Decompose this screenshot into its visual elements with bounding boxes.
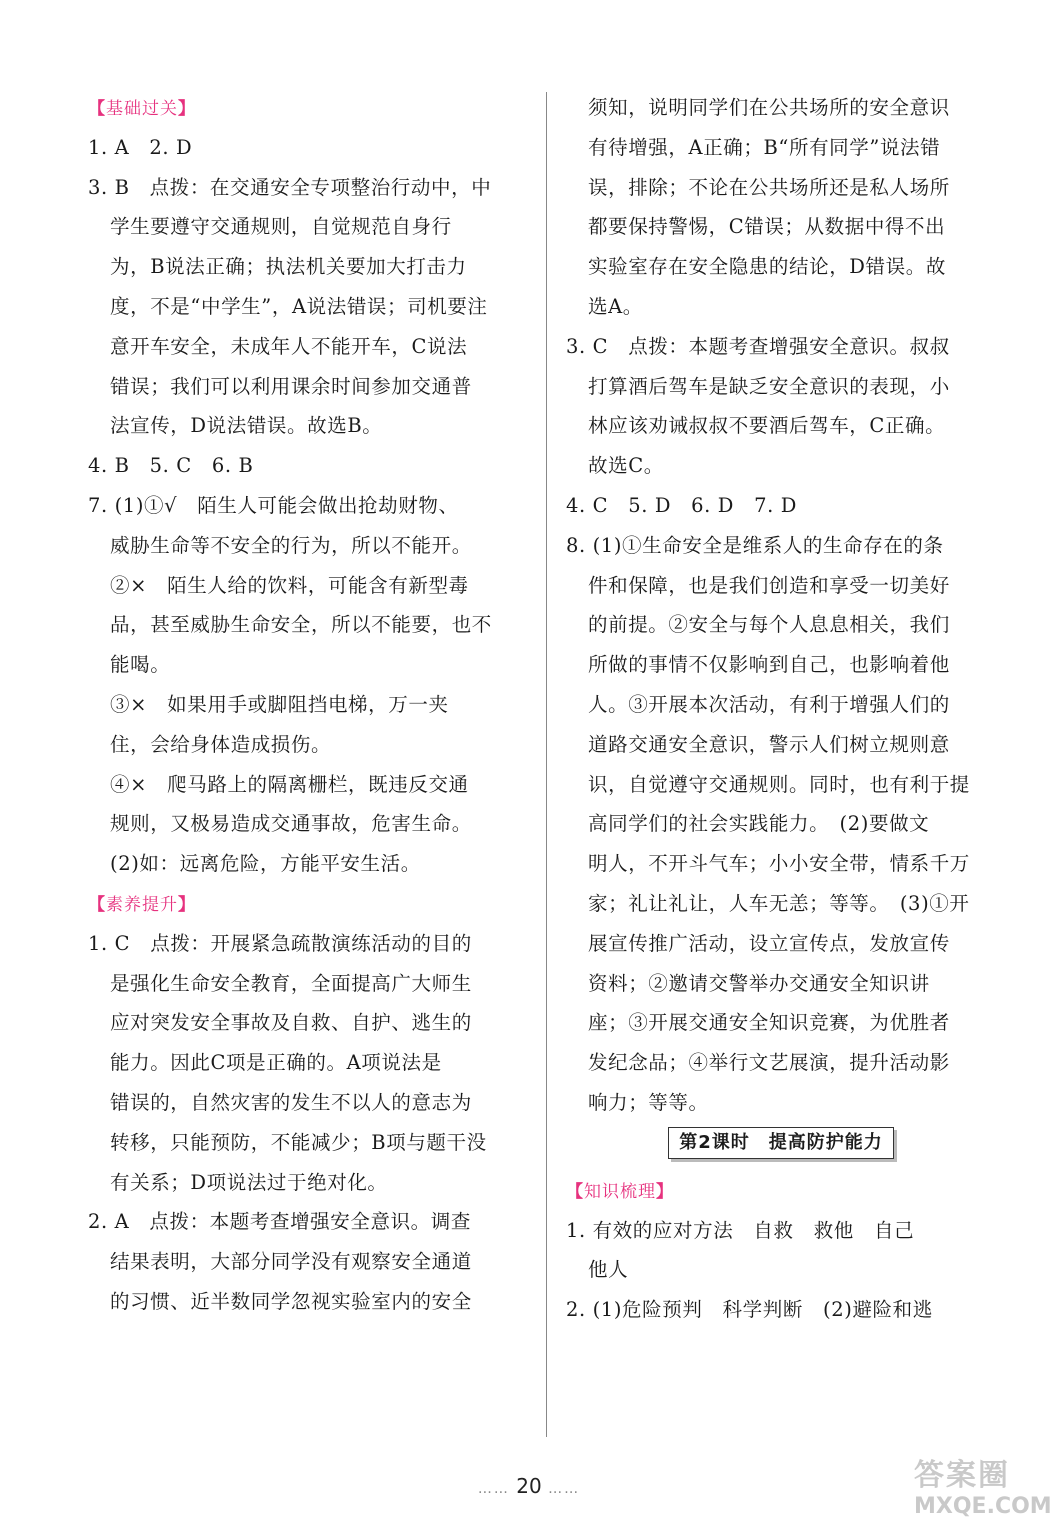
section-heading-tag: 【素养提升】 bbox=[88, 894, 196, 915]
column-divider bbox=[546, 92, 547, 1437]
answer-continuation-line: 展宣传推广活动，设立宣传点，发放宣传 bbox=[588, 931, 950, 955]
answer-line: 1. A 2. D bbox=[88, 135, 193, 159]
answer-continuation-line: 选A。 bbox=[588, 294, 643, 318]
answer-continuation-line: 人。③开展本次活动，有利于增强人们的 bbox=[588, 692, 950, 716]
answer-continuation-line: 转移，只能预防，不能减少；B项与题干没 bbox=[110, 1130, 487, 1154]
section-heading bbox=[566, 1171, 996, 1211]
answer-line: 8. (1)①生命安全是维系人的生命存在的条 bbox=[566, 533, 944, 557]
answer-continuation-line: 度，不是“中学生”，A说法错误；司机要注 bbox=[110, 294, 488, 318]
answer-continuation-line: 实验室存在安全隐患的结论，D错误。故 bbox=[588, 255, 946, 279]
answer-line: 7. (1)①√ 陌生人可能会做出抢劫财物、 bbox=[88, 493, 459, 517]
answer-continuation-line: 品，甚至威胁生命安全，所以不能要，也不 bbox=[110, 613, 492, 637]
watermark-logo bbox=[914, 1450, 1052, 1528]
page-number: 20 bbox=[516, 1474, 542, 1498]
answer-continuation-line: 须知，说明同学们在公共场所的安全意识 bbox=[588, 96, 950, 119]
answer-continuation-line: 威胁生命等不安全的行为，所以不能开。 bbox=[110, 533, 472, 557]
footer-dots-left: …… bbox=[477, 1481, 510, 1497]
section-heading bbox=[88, 88, 528, 128]
answer-continuation-line: 他人 bbox=[588, 1258, 629, 1282]
answer-line: 3. C 点拨：本题考查增强安全意识。叔叔 bbox=[566, 334, 950, 358]
section-heading-tag: 【基础过关】 bbox=[88, 99, 196, 119]
answer-line: 1. 有效的应对方法 自救 救他 自己 bbox=[566, 1218, 915, 1242]
answer-continuation-line: 的习惯、近半数同学忽视实验室内的安全 bbox=[110, 1289, 472, 1313]
answer-continuation-line: ③× 如果用手或脚阻挡电梯，万一夹 bbox=[110, 692, 449, 716]
answer-continuation-line: 学生要遵守交通规则，自觉规范自身行 bbox=[110, 215, 452, 239]
answer-continuation-line: 座；③开展交通安全知识竞赛，为优胜者 bbox=[588, 1011, 950, 1035]
section-heading-label: 知识梳理 bbox=[584, 1181, 656, 1202]
answer-continuation-line: 错误；我们可以利用课余时间参加交通普 bbox=[110, 374, 472, 398]
answer-continuation-line: 意开车安全，未成年人不能开车，C说法 bbox=[110, 334, 468, 358]
left-column bbox=[88, 88, 528, 1322]
lesson-title-row bbox=[566, 1123, 996, 1171]
answer-continuation-line: 有待增强，A正确；B“所有同学”说法错 bbox=[588, 135, 941, 159]
answer-continuation-line: 有关系；D项说法过于绝对化。 bbox=[110, 1170, 388, 1194]
answer-continuation-line: ②× 陌生人给的饮料，可能含有新型毒 bbox=[110, 573, 469, 597]
footer-dots-right: …… bbox=[548, 1481, 581, 1497]
answer-continuation-line: 资料；②邀请交警举办交通安全知识讲 bbox=[588, 971, 930, 995]
right-column bbox=[566, 88, 996, 1330]
answer-continuation-line: 发纪念品；④举行文艺展演，提升活动影 bbox=[588, 1051, 950, 1075]
answer-line: 2. (1)危险预判 科学判断 (2)避险和逃 bbox=[566, 1298, 933, 1322]
answer-continuation-line: 住，会给身体造成损伤。 bbox=[110, 732, 332, 756]
answer-continuation-line: 所做的事情不仅影响到自己，也影响着他 bbox=[588, 653, 950, 677]
section-heading-label: 素养提升 bbox=[106, 894, 178, 915]
answer-continuation-line: 错误的，自然灾害的发生不以人的意志为 bbox=[110, 1090, 472, 1114]
answer-continuation-line: 高同学们的社会实践能力。 (2)要做文 bbox=[588, 812, 930, 836]
answer-continuation-line: 都要保持警惕，C错误；从数据中得不出 bbox=[588, 215, 946, 239]
page-footer bbox=[0, 1474, 1058, 1498]
answer-continuation-line: 明人，不开斗气车；小小安全带，情系千万 bbox=[588, 852, 970, 876]
section-heading-label: 基础过关 bbox=[106, 99, 178, 119]
answer-continuation-line: 为，B说法正确；执法机关要加大打击力 bbox=[110, 255, 467, 279]
answer-continuation-line: 的前提。②安全与每个人息息相关，我们 bbox=[588, 613, 950, 637]
section-heading bbox=[88, 884, 528, 924]
answer-continuation-line: 故选C。 bbox=[588, 454, 664, 478]
answer-continuation-line: 应对突发安全事故及自救、自护、逃生的 bbox=[110, 1011, 472, 1035]
answer-line: 1. C 点拨：开展紧急疏散演练活动的目的 bbox=[88, 931, 472, 955]
answer-continuation-line: 是强化生命安全教育，全面提高广大师生 bbox=[110, 971, 472, 995]
answer-continuation-line: 规则，又极易造成交通事故，危害生命。 bbox=[110, 812, 472, 836]
watermark-title: 答案圈 bbox=[914, 1458, 1010, 1493]
answer-continuation-line: ④× 爬马路上的隔离栅栏，既违反交通 bbox=[110, 772, 469, 796]
answer-line: 4. C 5. D 6. D 7. D bbox=[566, 493, 797, 517]
answer-line: 4. B 5. C 6. B bbox=[88, 454, 254, 478]
answer-continuation-line: 法宣传，D说法错误。故选B。 bbox=[110, 414, 383, 438]
answer-continuation-line: 林应该劝诫叔叔不要酒后驾车，C正确。 bbox=[588, 414, 946, 438]
answer-continuation-line: 家；礼让礼让，人车无恙；等等。 (3)①开 bbox=[588, 891, 970, 915]
lesson-title: 第2课时 提高防护能力 bbox=[668, 1127, 894, 1159]
answer-continuation-line: 识，自觉遵守交通规则。同时，也有利于提 bbox=[588, 772, 970, 796]
answer-continuation-line: 结果表明，大部分同学没有观察安全通道 bbox=[110, 1250, 472, 1274]
answer-line: 2. A 点拨：本题考查增强安全意识。调查 bbox=[88, 1210, 471, 1234]
answer-continuation-line: 能喝。 bbox=[110, 653, 171, 677]
answer-continuation-line: 道路交通安全意识，警示人们树立规则意 bbox=[588, 732, 950, 756]
answer-continuation-line: 能力。因此C项是正确的。A项说法是 bbox=[110, 1051, 442, 1075]
section-heading-tag: 【知识梳理】 bbox=[566, 1181, 674, 1202]
answer-continuation-line: 打算酒后驾车是缺乏安全意识的表现，小 bbox=[588, 374, 950, 398]
answer-continuation-line: (2)如：远离危险，方能平安生活。 bbox=[110, 852, 421, 876]
answer-continuation-line: 件和保障，也是我们创造和享受一切美好 bbox=[588, 573, 950, 597]
answer-continuation-line: 误，排除；不论在公共场所还是私人场所 bbox=[588, 175, 950, 199]
watermark-url: MXQE.COM bbox=[914, 1494, 1052, 1519]
answer-line: 3. B 点拨：在交通安全专项整治行动中，中 bbox=[88, 175, 492, 199]
answer-continuation-line: 响力；等等。 bbox=[588, 1090, 709, 1114]
